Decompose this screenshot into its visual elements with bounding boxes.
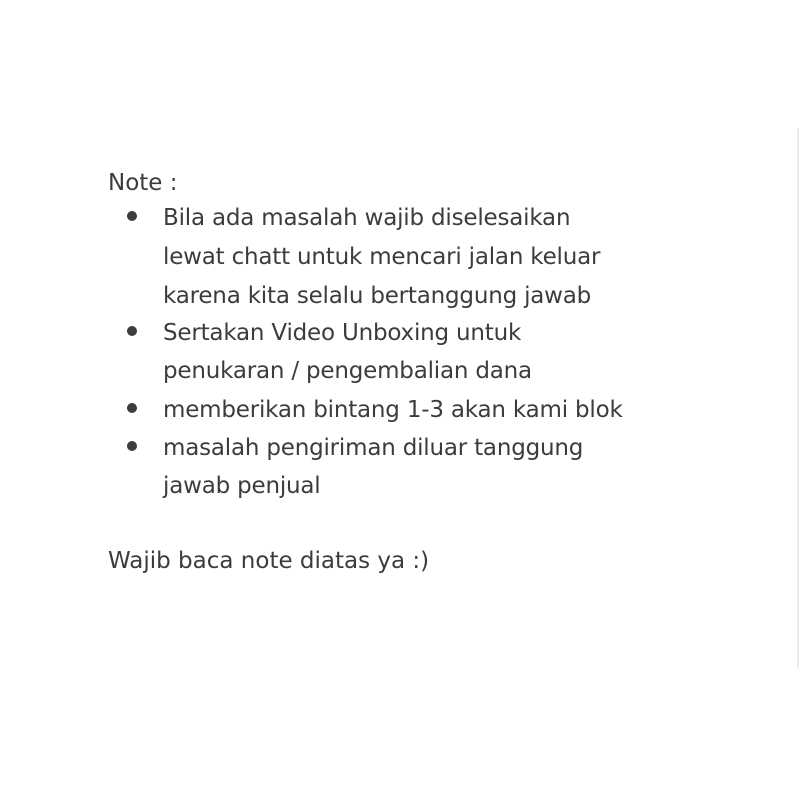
note-line: penukaran / pengembalian dana [163,358,532,384]
bullet-icon [127,326,137,336]
note-title: Note : [108,170,178,196]
footer-text: Wajib baca note diatas ya :) [108,548,430,574]
note-line: Sertakan Video Unboxing untuk [163,320,522,346]
note-line: Bila ada masalah wajib diselesaikan [163,205,571,231]
note-line: lewat chatt untuk mencari jalan keluar [163,244,601,270]
note-line: karena kita selalu bertanggung jawab [163,283,592,309]
note-line: memberikan bintang 1-3 akan kami blok [163,397,623,423]
bullet-icon [127,441,137,451]
bullet-icon [127,403,137,413]
bullet-icon [127,211,137,221]
right-edge-divider [797,128,799,668]
note-line: jawab penjual [163,473,321,499]
note-line: masalah pengiriman diluar tanggung [163,435,584,461]
